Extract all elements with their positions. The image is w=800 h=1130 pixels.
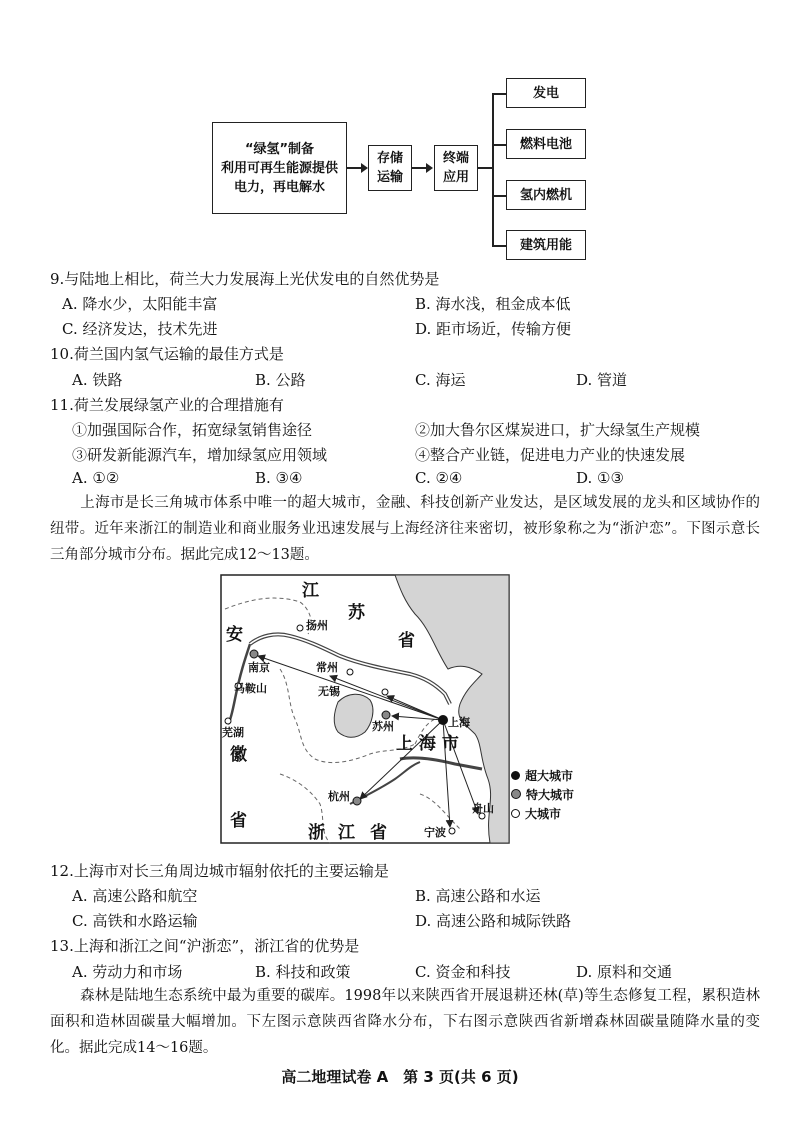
legend-item: 特大城市: [511, 786, 574, 805]
question-9-option-a[interactable]: A. 降水少，太阳能丰富: [62, 295, 218, 313]
city-label-suzhou: 苏州: [372, 720, 394, 733]
province-label-shanghai: 上 海 市: [396, 734, 459, 754]
province-label-jiangsu: 江: [302, 581, 319, 601]
flow-terminal-line: 应用: [442, 170, 469, 185]
question-9-stem: 9.与陆地上相比，荷兰大力发展海上光伏发电的自然优势是: [50, 270, 440, 288]
question-10-option-a[interactable]: A. 铁路: [72, 371, 123, 389]
province-label-zhejiang: 浙: [308, 823, 325, 843]
question-12-option-d[interactable]: D. 高速公路和城际铁路: [415, 912, 572, 930]
flow-connector: [492, 93, 494, 245]
flow-arrow-head: [361, 163, 368, 173]
flow-storage-line: 运输: [376, 170, 403, 185]
city-point-wuhu: [225, 718, 231, 724]
flow-source-box: [212, 122, 347, 214]
city-label-changzhou: 常州: [316, 661, 338, 674]
city-label-shanghai: 上海: [448, 716, 470, 729]
question-11-option-a[interactable]: A. ①②: [72, 469, 120, 487]
question-11-item: ③研发新能源汽车，增加绿氢应用领域: [72, 446, 328, 464]
megacity-dot-icon: [511, 771, 520, 780]
flow-output-box: [506, 129, 586, 159]
city-point-yangzhou: [297, 625, 303, 631]
passage-shaanxi-text: 森林是陆地生态系统中最为重要的碳库。1998年以来陕西省开展退耕还林(草)等生态修复工程，累积造林面积和造林固碳量大幅增加。下左图示意陕西省降水分布，下右图示意陕西省新增森林固碳量随降水量的变化。据此完成14～16题。: [50, 988, 760, 1056]
question-12-option-c[interactable]: C. 高铁和水路运输: [72, 912, 198, 930]
province-label-jiangsu: 苏: [348, 603, 365, 623]
question-13-option-d[interactable]: D. 原料和交通: [576, 963, 673, 981]
question-11-stem: 11.荷兰发展绿氢产业的合理措施有: [50, 396, 284, 414]
passage-shanghai-text: 上海市是长三角城市体系中唯一的超大城市，金融、科技创新产业发达，是区域发展的龙头和区域协作的纽带。近年来浙江的制造业和商业服务业迅速发展与上海经济往来密切，被形象称之为“浙沪恋”。下图示意长三角部分城市分布。据此完成12～13题。: [50, 495, 760, 563]
city-label-wuxi: 无锡: [318, 685, 340, 698]
city-point-hangzhou: [353, 797, 361, 805]
flow-connector: [492, 144, 506, 146]
question-9-option-d[interactable]: D. 距市场近，传输方便: [415, 320, 572, 338]
flow-output-label: 燃料电池: [519, 136, 572, 152]
flow-output-label: 氢内燃机: [519, 187, 572, 203]
flow-source-line: “绿氢”制备: [244, 141, 315, 157]
flow-storage-line: 存储: [376, 151, 403, 166]
question-13-option-a[interactable]: A. 劳动力和市场: [72, 963, 183, 981]
map-legend: [511, 767, 574, 824]
city-label-yangzhou: 扬州: [306, 619, 328, 632]
city-label-zhoushan: 舟山: [472, 802, 494, 815]
city-point-nanjing: [250, 650, 258, 658]
question-11-option-d[interactable]: D. ①③: [576, 469, 624, 487]
legend-item: 超大城市: [511, 767, 574, 786]
flow-connector: [492, 93, 506, 95]
city-label-wuhu: 芜湖: [222, 726, 244, 739]
province-label-jiangsu: 省: [398, 631, 415, 651]
legend-item: 大城市: [511, 805, 574, 824]
flow-output-box: [506, 78, 586, 108]
flow-output-label: 发电: [532, 85, 559, 101]
province-label-anhui: 安: [226, 625, 243, 645]
flow-connector: [492, 195, 506, 197]
province-label-zhejiang: 省: [370, 823, 387, 843]
question-10-option-b[interactable]: B. 公路: [255, 371, 306, 389]
city-point-suzhou: [382, 711, 390, 719]
passage-shaanxi: [50, 983, 760, 1061]
question-13-option-c[interactable]: C. 资金和科技: [415, 963, 511, 981]
flow-connector: [478, 167, 492, 169]
question-12-option-b[interactable]: B. 高速公路和水运: [415, 887, 541, 905]
city-point-wuxi: [382, 689, 388, 695]
question-10-option-c[interactable]: C. 海运: [415, 371, 466, 389]
province-label-anhui: 徽: [230, 745, 247, 765]
flow-terminal-box: [434, 145, 478, 191]
city-point-ningbo: [449, 828, 455, 834]
passage-shanghai: [50, 490, 760, 568]
city-point-changzhou: [347, 669, 353, 675]
city-label-maanshan: 马鞍山: [234, 682, 267, 695]
flow-arrow-head: [426, 163, 433, 173]
question-12-option-a[interactable]: A. 高速公路和航空: [72, 887, 198, 905]
question-9-option-c[interactable]: C. 经济发达，技术先进: [62, 320, 218, 338]
question-10-option-d[interactable]: D. 管道: [576, 371, 628, 389]
flow-source-line: 利用可再生能源提供: [220, 160, 338, 176]
flow-source-line: 电力，再电解水: [233, 179, 325, 195]
question-13-stem: 13.上海和浙江之间“沪浙恋”，浙江省的优势是: [50, 937, 360, 955]
flow-output-label: 建筑用能: [519, 237, 572, 253]
big-city-dot-icon: [511, 809, 520, 818]
question-11-item: ④整合产业链，促进电力产业的快速发展: [415, 446, 686, 464]
flow-output-box: [506, 230, 586, 260]
question-10-stem: 10.荷兰国内氢气运输的最佳方式是: [50, 345, 284, 363]
flow-terminal-line: 终端: [442, 151, 469, 166]
yangtze-delta-map: [220, 574, 510, 844]
question-13-option-b[interactable]: B. 科技和政策: [255, 963, 351, 981]
flow-connector: [492, 245, 506, 247]
question-11-item: ①加强国际合作，拓宽绿氢销售途径: [72, 421, 313, 439]
question-11-option-b[interactable]: B. ③④: [255, 469, 303, 487]
question-11-option-c[interactable]: C. ②④: [415, 469, 463, 487]
city-point-shanghai: [438, 715, 448, 725]
large-city-dot-icon: [511, 789, 521, 799]
province-label-anhui: 省: [230, 811, 247, 831]
flow-output-box: [506, 180, 586, 210]
question-9-option-b[interactable]: B. 海水浅，租金成本低: [415, 295, 571, 313]
question-12-stem: 12.上海市对长三角周边城市辐射依托的主要运输是: [50, 862, 389, 880]
province-label-zhejiang: 江: [338, 823, 355, 843]
flow-storage-box: [368, 145, 412, 191]
question-11-item: ②加大鲁尔区煤炭进口，扩大绿氢生产规模: [415, 421, 701, 439]
city-label-hangzhou: 杭州: [328, 790, 350, 803]
city-label-nanjing: 南京: [248, 661, 270, 674]
city-label-ningbo: 宁波: [424, 826, 446, 839]
page-footer: 高二地理试卷 A 第 3 页(共 6 页): [281, 1068, 519, 1086]
